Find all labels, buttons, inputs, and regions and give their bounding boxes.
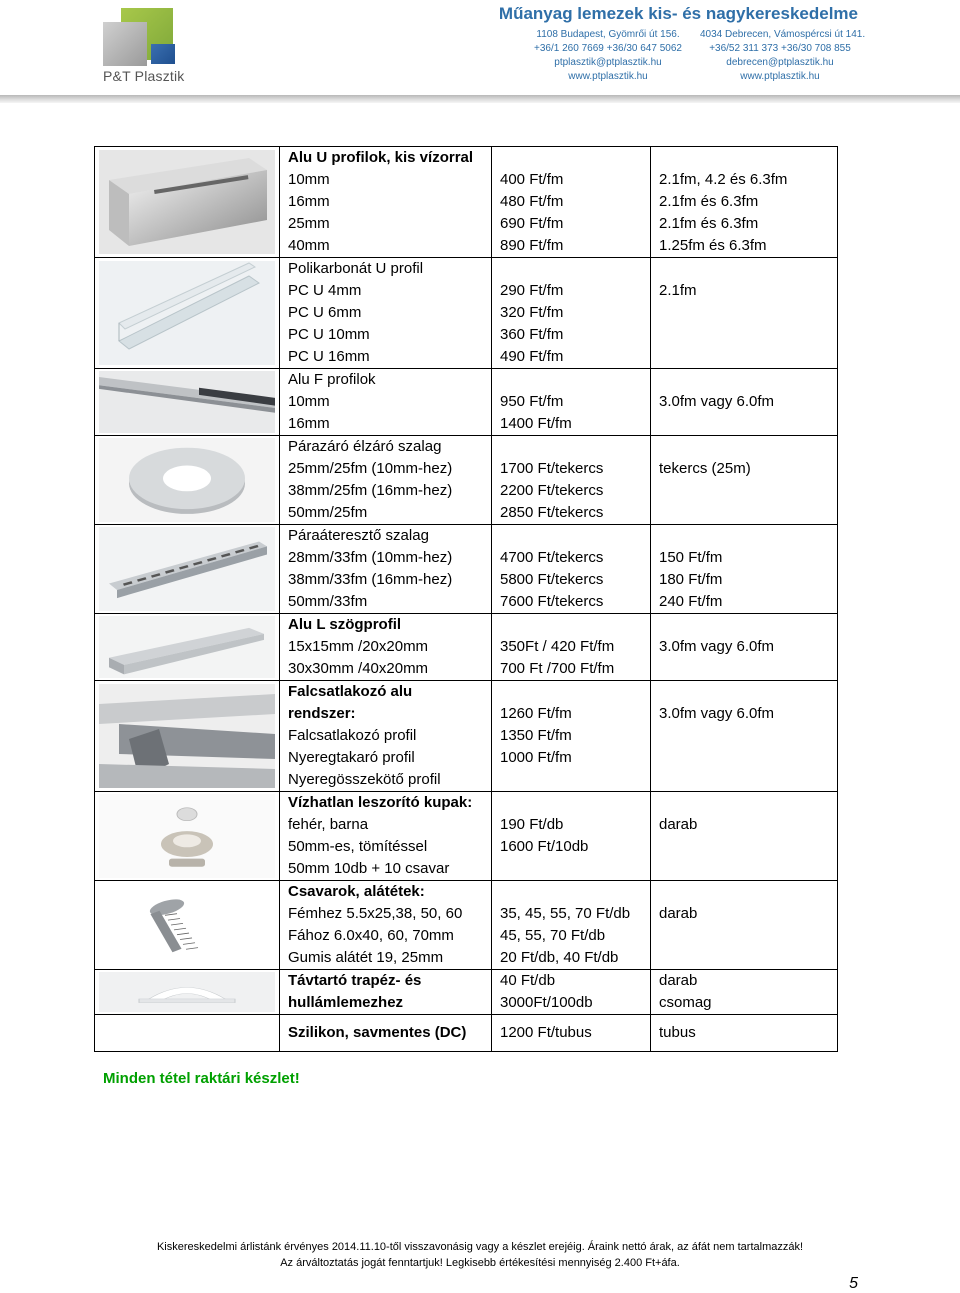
price-line: 45, 55, 70 Ft/db	[500, 926, 606, 944]
unit-line: 2.1fm	[659, 281, 697, 299]
price-cell	[492, 614, 651, 681]
price-line	[500, 792, 650, 814]
product-description-cell	[280, 1015, 492, 1052]
u-profile-image	[99, 150, 275, 254]
description-line: 50mm/25fm	[288, 503, 368, 521]
price-line: 700 Ft /700 Ft/fm	[500, 659, 615, 677]
table-row	[95, 881, 838, 970]
description-line: 16mm	[288, 192, 330, 210]
price-list-table	[94, 146, 838, 1052]
company-logo	[103, 8, 199, 84]
unit-line	[659, 302, 837, 324]
unit-line	[659, 925, 837, 947]
price-line: 360 Ft/fm	[500, 325, 564, 343]
product-image-cell	[95, 436, 280, 525]
product-image-cell	[95, 614, 280, 681]
logo-text: P&T Plasztik	[103, 68, 185, 84]
unit-line	[659, 369, 837, 391]
unit-cell	[651, 614, 838, 681]
description-line: 50mm/33fm	[288, 592, 368, 610]
price-line	[500, 369, 650, 391]
vent-tape-image	[99, 527, 275, 611]
unit-line: 180 Ft/fm	[659, 570, 723, 588]
price-line	[500, 525, 650, 547]
product-description-cell	[280, 147, 492, 258]
unit-line	[659, 747, 837, 769]
tape-roll-image	[99, 438, 275, 522]
product-description-cell	[280, 614, 492, 681]
table-row	[95, 525, 838, 614]
unit-line: csomag	[659, 993, 712, 1011]
unit-cell	[651, 525, 838, 614]
unit-line	[659, 947, 837, 969]
budapest-street: 1108 Budapest, Gyömrői út 156.	[536, 29, 680, 40]
description-line: Nyeregösszekötő profil	[288, 770, 441, 788]
price-line: 7600 Ft/tekercs	[500, 592, 604, 610]
description-line: Távtartó trapéz- és	[288, 972, 422, 989]
budapest-phone: +36/1 260 7669 +36/30 647 5062	[534, 43, 682, 54]
product-image-cell	[95, 681, 280, 792]
unit-line	[659, 725, 837, 747]
footer-rights: Az árváltoztatás jogát fenntartjuk! Legkisebb értékesítési mennyiség 2.400 Ft+áfa.	[280, 1257, 680, 1269]
unit-line	[659, 502, 837, 524]
description-line: PC U 4mm	[288, 281, 362, 299]
description-line: 28mm/33fm (10mm-hez)	[288, 548, 453, 566]
price-cell	[492, 525, 651, 614]
debrecen-web[interactable]: www.ptplasztik.hu	[740, 71, 820, 82]
description-line: Alu U profilok, kis vízorral	[288, 149, 474, 166]
description-line: 50mm-es, tömítéssel	[288, 837, 428, 855]
unit-line	[659, 346, 837, 368]
table-row	[95, 369, 838, 436]
logo-blue-tile	[151, 44, 175, 64]
header-divider	[0, 95, 960, 103]
unit-line: 2.1fm és 6.3fm	[659, 214, 759, 232]
price-line: 1600 Ft/10db	[500, 837, 589, 855]
unit-line: 3.0fm vagy 6.0fm	[659, 392, 775, 410]
unit-line: darab	[659, 904, 698, 922]
price-line: 4700 Ft/tekercs	[500, 548, 604, 566]
price-line	[500, 436, 650, 458]
unit-cell	[651, 970, 838, 1015]
description-line: Gumis alátét 19, 25mm	[288, 948, 444, 966]
description-line: Fához 6.0x40, 60, 70mm	[288, 926, 454, 944]
description-line: 25mm/25fm (10mm-hez)	[288, 459, 453, 477]
description-line: Páraáteresztő szalag	[288, 527, 429, 544]
unit-cell	[651, 436, 838, 525]
price-line: 190 Ft/db	[500, 815, 564, 833]
unit-cell	[651, 258, 838, 369]
budapest-address	[523, 28, 693, 84]
product-image-cell	[95, 881, 280, 970]
description-line: 38mm/25fm (16mm-hez)	[288, 481, 453, 499]
unit-line: 3.0fm vagy 6.0fm	[659, 704, 775, 722]
table-row	[95, 681, 838, 792]
price-line: 40 Ft/db	[500, 972, 556, 989]
price-line	[500, 858, 650, 880]
product-image-cell	[95, 525, 280, 614]
price-line: 2850 Ft/tekercs	[500, 503, 604, 521]
price-line: 690 Ft/fm	[500, 214, 564, 232]
unit-line: 1.25fm és 6.3fm	[659, 236, 767, 254]
description-line: Fémhez 5.5x25,38, 50, 60	[288, 904, 463, 922]
description-line: 15x15mm /20x20mm	[288, 637, 429, 655]
price-line	[500, 614, 650, 636]
page-number: 5	[849, 1275, 858, 1292]
price-line: 1350 Ft/fm	[500, 726, 572, 744]
unit-line: darab	[659, 815, 698, 833]
unit-line	[659, 324, 837, 346]
unit-line: 2.1fm és 6.3fm	[659, 192, 759, 210]
table-row	[95, 614, 838, 681]
unit-cell	[651, 681, 838, 792]
unit-cell	[651, 369, 838, 436]
table-row	[95, 792, 838, 881]
price-line: 400 Ft/fm	[500, 170, 564, 188]
unit-line: 2.1fm, 4.2 és 6.3fm	[659, 170, 788, 188]
unit-line	[659, 480, 837, 502]
pc-u-profile-image	[99, 261, 275, 365]
price-line: 490 Ft/fm	[500, 347, 564, 365]
description-line: Csavarok, alátétek:	[288, 883, 425, 900]
table-row	[95, 258, 838, 369]
unit-line	[659, 658, 837, 680]
product-image-cell	[95, 147, 280, 258]
price-line	[500, 881, 650, 903]
product-description-cell	[280, 258, 492, 369]
product-description-cell	[280, 436, 492, 525]
footer-validity: Kiskereskedelmi árlistánk érvényes 2014.11.10-től visszavonásig vagy a készlet erejéig. Áraink nettó árak, az áfát nem tartalmazzák!	[156, 1241, 804, 1253]
unit-line: 3.0fm vagy 6.0fm	[659, 637, 775, 655]
price-line: 1700 Ft/tekercs	[500, 459, 604, 477]
price-line: 3000Ft/100db	[500, 993, 593, 1011]
price-line: 480 Ft/fm	[500, 192, 564, 210]
product-description-cell	[280, 881, 492, 970]
unit-cell	[651, 1015, 838, 1052]
price-cell	[492, 147, 651, 258]
description-line: 16mm	[288, 414, 330, 432]
description-line: rendszer:	[288, 704, 356, 722]
description-line: Párazáró élzáró szalag	[288, 438, 442, 455]
unit-line	[659, 881, 837, 903]
price-cell	[492, 970, 651, 1015]
debrecen-street: 4034 Debrecen, Vámospércsi út 141.	[700, 29, 866, 40]
logo-grey-tile	[103, 22, 147, 66]
product-description-cell	[280, 970, 492, 1015]
description-line: PC U 16mm	[288, 347, 370, 365]
price-cell	[492, 881, 651, 970]
l-angle-image	[99, 616, 275, 678]
f-profile-image	[99, 371, 275, 433]
description-line: PC U 10mm	[288, 325, 370, 343]
price-line: 35, 45, 55, 70 Ft/db	[500, 904, 631, 922]
description-line: Falcsatlakozó profil	[288, 726, 417, 744]
snap-profile-image	[99, 684, 275, 788]
product-description-cell	[280, 681, 492, 792]
unit-line: darab	[659, 972, 698, 989]
description-line: Alu F profilok	[288, 371, 376, 388]
price-line	[500, 769, 650, 791]
price-cell	[492, 436, 651, 525]
product-image-cell	[95, 258, 280, 369]
description-line: 50mm 10db + 10 csavar	[288, 859, 450, 877]
price-line: 350Ft / 420 Ft/fm	[500, 637, 615, 655]
description-line: Vízhatlan leszorító kupak:	[288, 794, 473, 811]
price-cell	[492, 369, 651, 436]
unit-line	[659, 769, 837, 791]
stock-note: Minden tétel raktári készlet!	[103, 1070, 300, 1087]
description-line: hullámlemezhez	[288, 993, 404, 1011]
price-line: 2200 Ft/tekercs	[500, 481, 604, 499]
product-description-cell	[280, 792, 492, 881]
unit-line	[659, 147, 837, 169]
screw-image	[99, 883, 275, 967]
price-line	[500, 681, 650, 703]
unit-cell	[651, 147, 838, 258]
product-image-cell	[95, 369, 280, 436]
price-line: 890 Ft/fm	[500, 236, 564, 254]
price-cell	[492, 681, 651, 792]
description-line: Falcsatlakozó alu	[288, 683, 413, 700]
price-cell	[492, 792, 651, 881]
unit-line	[659, 681, 837, 703]
price-line: 1000 Ft/fm	[500, 748, 572, 766]
table-row	[95, 436, 838, 525]
price-line: 1400 Ft/fm	[500, 414, 572, 432]
description-line: 10mm	[288, 170, 330, 188]
unit-line	[659, 258, 837, 280]
spacer-image	[99, 972, 275, 1012]
price-line: 20 Ft/db, 40 Ft/db	[500, 948, 619, 966]
budapest-email[interactable]: ptplasztik@ptplasztik.hu	[554, 57, 662, 68]
price-line	[500, 147, 650, 169]
product-image-cell	[95, 1015, 280, 1052]
debrecen-email[interactable]: debrecen@ptplasztik.hu	[726, 57, 834, 68]
cap-image	[99, 794, 275, 878]
unit-line	[659, 858, 837, 880]
unit-line	[659, 436, 837, 458]
price-cell	[492, 1015, 651, 1052]
price-line: 1260 Ft/fm	[500, 704, 572, 722]
product-image-cell	[95, 792, 280, 881]
price-line: 290 Ft/fm	[500, 281, 564, 299]
unit-line	[659, 614, 837, 636]
description-line: Nyeregtakaró profil	[288, 748, 415, 766]
price-line: 950 Ft/fm	[500, 392, 564, 410]
debrecen-phone: +36/52 311 373 +36/30 708 855	[709, 43, 851, 54]
unit-line: tekercs (25m)	[659, 459, 751, 477]
description-line: Szilikon, savmentes (DC)	[288, 1024, 467, 1042]
price-cell	[492, 258, 651, 369]
description-line: Alu L szögprofil	[288, 616, 402, 633]
table-row	[95, 147, 838, 258]
budapest-web[interactable]: www.ptplasztik.hu	[568, 71, 648, 82]
unit-line	[659, 836, 837, 858]
unit-line: 240 Ft/fm	[659, 592, 723, 610]
product-description-cell	[280, 369, 492, 436]
price-line	[500, 258, 650, 280]
product-image-cell	[95, 970, 280, 1015]
description-line: 30x30mm /40x20mm	[288, 659, 429, 677]
table-row	[95, 1015, 838, 1052]
description-line: 40mm	[288, 236, 330, 254]
company-tagline: Műanyag lemezek kis- és nagykereskedelme	[498, 4, 858, 23]
unit-cell	[651, 792, 838, 881]
unit-cell	[651, 881, 838, 970]
description-line: 38mm/33fm (16mm-hez)	[288, 570, 453, 588]
description-line: 10mm	[288, 392, 330, 410]
price-line: 320 Ft/fm	[500, 303, 564, 321]
description-line: Polikarbonát U profil	[288, 260, 424, 277]
description-line: fehér, barna	[288, 815, 369, 833]
description-line: 25mm	[288, 214, 330, 232]
table-row	[95, 970, 838, 1015]
description-line: PC U 6mm	[288, 303, 362, 321]
unit-line	[659, 792, 837, 814]
unit-line: 150 Ft/fm	[659, 548, 723, 566]
unit-line	[659, 413, 837, 435]
unit-line: tubus	[659, 1024, 696, 1042]
product-description-cell	[280, 525, 492, 614]
debrecen-address	[700, 28, 866, 84]
price-line: 5800 Ft/tekercs	[500, 570, 604, 588]
price-line: 1200 Ft/tubus	[500, 1024, 592, 1042]
unit-line	[659, 525, 837, 547]
